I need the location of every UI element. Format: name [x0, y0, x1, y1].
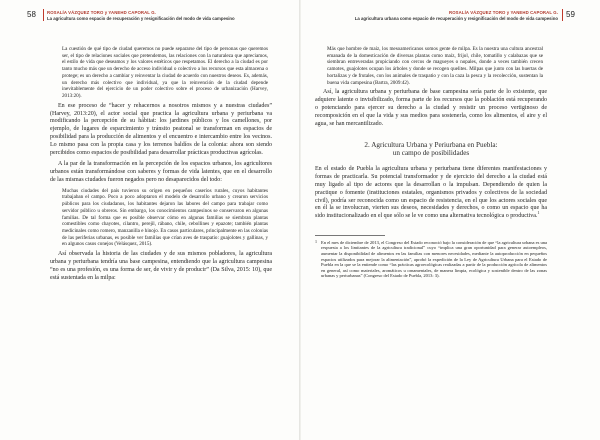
left-header-text: [47, 10, 287, 21]
header-author: ROSALÍA VÁZQUEZ TORO y YANEHD CAPORAL G.: [449, 10, 558, 15]
block-quote: La cuestión de qué tipo de ciudad queremos no puede separarse del tipo de personas que queremos ser, el tipo de relaciones sociales que pretendemos, las relaciones con la naturaleza que apreciamos, el estilo de vida que deseamos y los valores estéticos que respetamos. El derecho a la ciudad es por tanto mucho más que un derecho de acceso individual o colectivo a los recursos que esta almacena o protege; es un derecho a cambiar y reinventar la ciudad de acuerdo con nuestros deseos. Es, además, un derecho más colectivo que individual, ya que la reinvención de la ciudad depende inevitablemente del ejercicio de un poder colectivo sobre el proceso de urbanización (Harvey, 2013:20).: [62, 46, 268, 99]
paragraph: Así observada la historia de las ciudades y de sus mismos pobladores, la agricultura urbana y periurbana tendría una base campesina, entendiendo que la agricultura campesina “no es una profesión, es una forma de ser, de vivir y de producir” (Da Silva, 2015: 10), que está sustentada en la milpa:: [50, 251, 272, 281]
section-heading: [315, 141, 547, 158]
footnote: [315, 240, 547, 279]
footnote-marker[interactable]: 1: [537, 210, 540, 216]
paragraph: En ese proceso de “hacer y rehacernos a nosotros mismos y a nuestras ciudades” (Harvey, 2013:20), el actor social que practica la agricultura urbana y periurbana va modificando la percepción de su hábitat: los jardines públicos y los camellones, por ejemplo, de lugares de esparcimiento y tránsito peatonal se transforman en espacios de posibilidad para la producción de alimentos y el encuentro e intercambio entre los vecinos. Lo mismo pasa con la propia casa y los terrenos baldíos de la colonia: ahora son siendo percibidos como espacios de posibilidad para desarrollar prácticas productivas agrícolas.: [50, 102, 272, 157]
header-author: ROSALÍA VÁZQUEZ TORO y YANEHD CAPORAL G.: [47, 10, 156, 15]
paragraph-text: En el estado de Puebla la agricultura urbana y periurbana tiene diferentes manifestaciones y formas de practicarla. Su potencial transformador y de ejercicio del derecho a la ciudad está muy ligado al tipo de actores que la desarrollan o la impulsan. Dependiendo de quien la practique o fomente (instituciones estatales, organismos privados y colectivos de la sociedad civil), podría ser reconocida como un espacio de resistencia, en el que los actores sociales que en él la se involucran, vierten sus deseos, necesidades y derechos, o como un espacio que ha sido institucionalizado en el que sólo se le ve como una alternativa tecnológica o productiva.: [315, 165, 547, 220]
paragraph: A la par de la transformación en la percepción de los espacios urbanos, los agricultores urbanos están transformándose con saberes y formas de vida latentes, que en el desarrollo de las mismas ciudades fueron negados pero no desaparecidos del todo:: [50, 160, 272, 183]
section-subtitle-line: un campo de posibilidades: [392, 149, 470, 158]
right-page-number: 59: [566, 10, 575, 19]
section-title-line: 2. Agricultura Urbana y Periurbana en Puebla:: [364, 140, 498, 149]
footnote-divider: [315, 235, 385, 236]
left-page-number: 58: [27, 10, 36, 19]
right-header-text: [310, 10, 558, 21]
block-quote: Muchas ciudades del país tuvieron su origen en pequeños caseríos rurales, cuyos habitantes trabajaban el campo. Poco a poco adoptaron el modelo de desarrollo urbano y crearon servicios públicos para los ciudadanos, los habitantes dejaron las labores del campo para trabajar como servidor público u obreros. Sin embargo, los conocimientos campesinos se conservaron en algunas familias. De tal forma que es posible observar cómo en algunas familias se siembran plantas comestibles como chayotes, cilantro, perejil, rábano, chile, cebollines y epazote; también plantas medicinales como romero, manzanilla e hinojo. En casos particulares, principalmente en las colonias de las periferias urbanas, es posible ver familias que crían aves de traspatio: guajolotes y gallinas, y en algunos casos conejos (Velásquez, 2015).: [62, 187, 268, 248]
header-divider: [43, 9, 44, 21]
footnote-number: 1: [315, 238, 317, 244]
paragraph: [315, 166, 547, 221]
right-page-body: [315, 46, 547, 279]
left-page-body: [50, 46, 272, 286]
header-title: La agricultura urbana como espacio de recuperación y resignificación del modo de vida campesino: [354, 15, 558, 21]
footnote-text: En el mes de diciembre de 2013, el Congreso del Estado reconoció bajo la consideración de que “la agricultura urbana es una respuesta a los limitantes de la agricultura tradicional” cuyo “implica una gran oportunidad para generar autoempleos, aumentar la disponibilidad de alimentos en las familias con menores necesidades, mediante la autoproducción en pequeños espacios utilizados para mejorar la alimentación”, aprobó la expedición de la Ley de Agricultura Urbana para el Estado de Puebla en la que se la entiende como “las prácticas agroecológicas realizadas a partir de la producción agrícola de alimentos en general, así como materiales, aromáticos u ornamentales, de manera limpia, ecológica y sostenible dentro de las zonas urbanas y periurbanas” (Congreso del Estado de Puebla, 2013: 3).: [321, 239, 547, 279]
header-title: La agricultura como espacio de recuperación y resignificación del modo de vida campesino: [47, 15, 235, 21]
block-quote: Más que hombre de maíz, los mesoamericanos somos gente de milpa. Es la nuestra una cultura ancestral emanada de la domesticación de diversas plantas como maíz, frijol, chile, tomatillo y calabazas que se siembran entreveradas propiciando con cercos de magueyes o nopales, donde a veces también crecen camotes, guajolotes ocupan los árboles y donde se recogen quelites. Milpas que junto con las huertas de hortalizas y de frutales, con los animales de traspatio y con la caza la pesca y la recolección, sustentan la buena vida campesina (Bartra, 2009:42).: [327, 46, 543, 86]
paragraph: Así, la agricultura urbana y periurbana de base campesina sería parte de lo existente, que adquiere latente o invisibilizado, forma parte de los recursos que la población está recuperando o potenciando para ejercer su derecho a la ciudad y resistir un proceso vertiginoso de recomposición en el que la vida y sus medios para sostenerla, como los alimentos, el aire y el agua, se han mercantilizado.: [315, 89, 547, 127]
header-divider: [562, 9, 563, 21]
right-page: [300, 0, 600, 440]
